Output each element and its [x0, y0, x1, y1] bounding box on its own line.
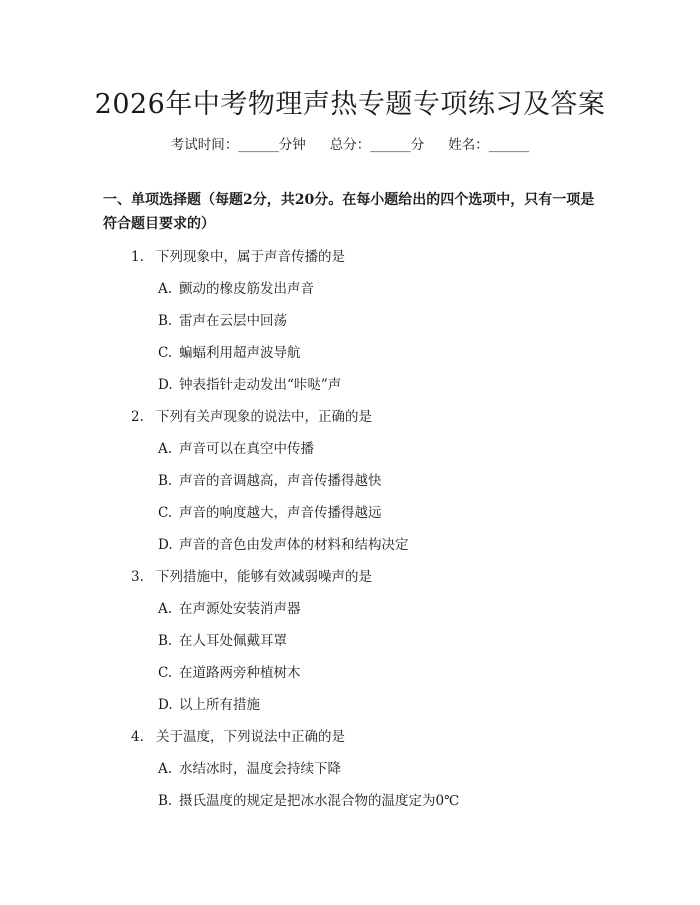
option [158, 309, 287, 329]
question [131, 245, 345, 265]
option-text: 蝙蝠利用超声波导航 [179, 345, 301, 361]
option-text: 雷声在云层中回荡 [179, 313, 287, 329]
score-field: 总分：______分 [329, 137, 425, 153]
option-letter: D. [158, 537, 173, 553]
question-number: 2. [131, 409, 144, 425]
option-letter: C. [158, 505, 173, 521]
option-letter: B. [158, 633, 173, 649]
question [131, 725, 345, 745]
option-text: 声音可以在真空中传播 [179, 441, 314, 457]
option [158, 789, 459, 809]
option-letter: D. [158, 377, 173, 393]
name-field: 姓名：______ [448, 137, 530, 153]
option-letter: A. [158, 601, 173, 617]
option-text: 在道路两旁种植树木 [179, 665, 301, 681]
option [158, 341, 301, 361]
option-letter: B. [158, 473, 173, 489]
section-heading: 一、单项选择题（每题2分，共20分。在每小题给出的四个选项中，只有一项是符合题目要求的） [103, 192, 595, 232]
option [158, 661, 301, 681]
question-text: 关于温度，下列说法中正确的是 [156, 729, 345, 745]
question-text: 下列现象中，属于声音传播的是 [156, 249, 345, 265]
option-letter: B. [158, 793, 173, 809]
question-number: 4. [131, 729, 144, 745]
option-text: 以上所有措施 [179, 697, 260, 713]
option-text: 在声源处安装消声器 [179, 601, 301, 617]
option [158, 373, 341, 393]
option-text: 水结冰时，温度会持续下降 [179, 761, 341, 777]
option-text: 声音的音色由发声体的材料和结构决定 [179, 537, 409, 553]
option [158, 757, 341, 777]
option-text: 摄氏温度的规定是把冰水混合物的温度定为0℃ [179, 793, 460, 809]
option [158, 501, 382, 521]
page-title: 2026年中考物理声热专题专项练习及答案 [94, 89, 606, 120]
option-letter: B. [158, 313, 173, 329]
option-text: 声音的音调越高，声音传播得越快 [179, 473, 382, 489]
option-letter: A. [158, 441, 173, 457]
option [158, 437, 314, 457]
option-letter: C. [158, 665, 173, 681]
question [131, 565, 372, 585]
time-field: 考试时间：______分钟 [170, 137, 306, 153]
option [158, 693, 260, 713]
question [131, 405, 372, 425]
question-number: 1. [131, 249, 144, 265]
option-letter: D. [158, 697, 173, 713]
option [158, 533, 409, 553]
question-number: 3. [131, 569, 144, 585]
option-letter: A. [158, 761, 173, 777]
option [158, 629, 287, 649]
option-text: 声音的响度越大，声音传播得越远 [179, 505, 382, 521]
option-text: 钟表指针走动发出“咔哒”声 [179, 377, 342, 393]
question-text: 下列措施中，能够有效减弱噪声的是 [156, 569, 372, 585]
question-text: 下列有关声现象的说法中，正确的是 [156, 409, 372, 425]
exam-meta [0, 133, 700, 153]
option-letter: C. [158, 345, 173, 361]
option-text: 在人耳处佩戴耳罩 [179, 633, 287, 649]
option [158, 277, 314, 297]
option-letter: A. [158, 281, 173, 297]
option [158, 597, 301, 617]
option-text: 颤动的橡皮筋发出声音 [179, 281, 314, 297]
option [158, 469, 382, 489]
